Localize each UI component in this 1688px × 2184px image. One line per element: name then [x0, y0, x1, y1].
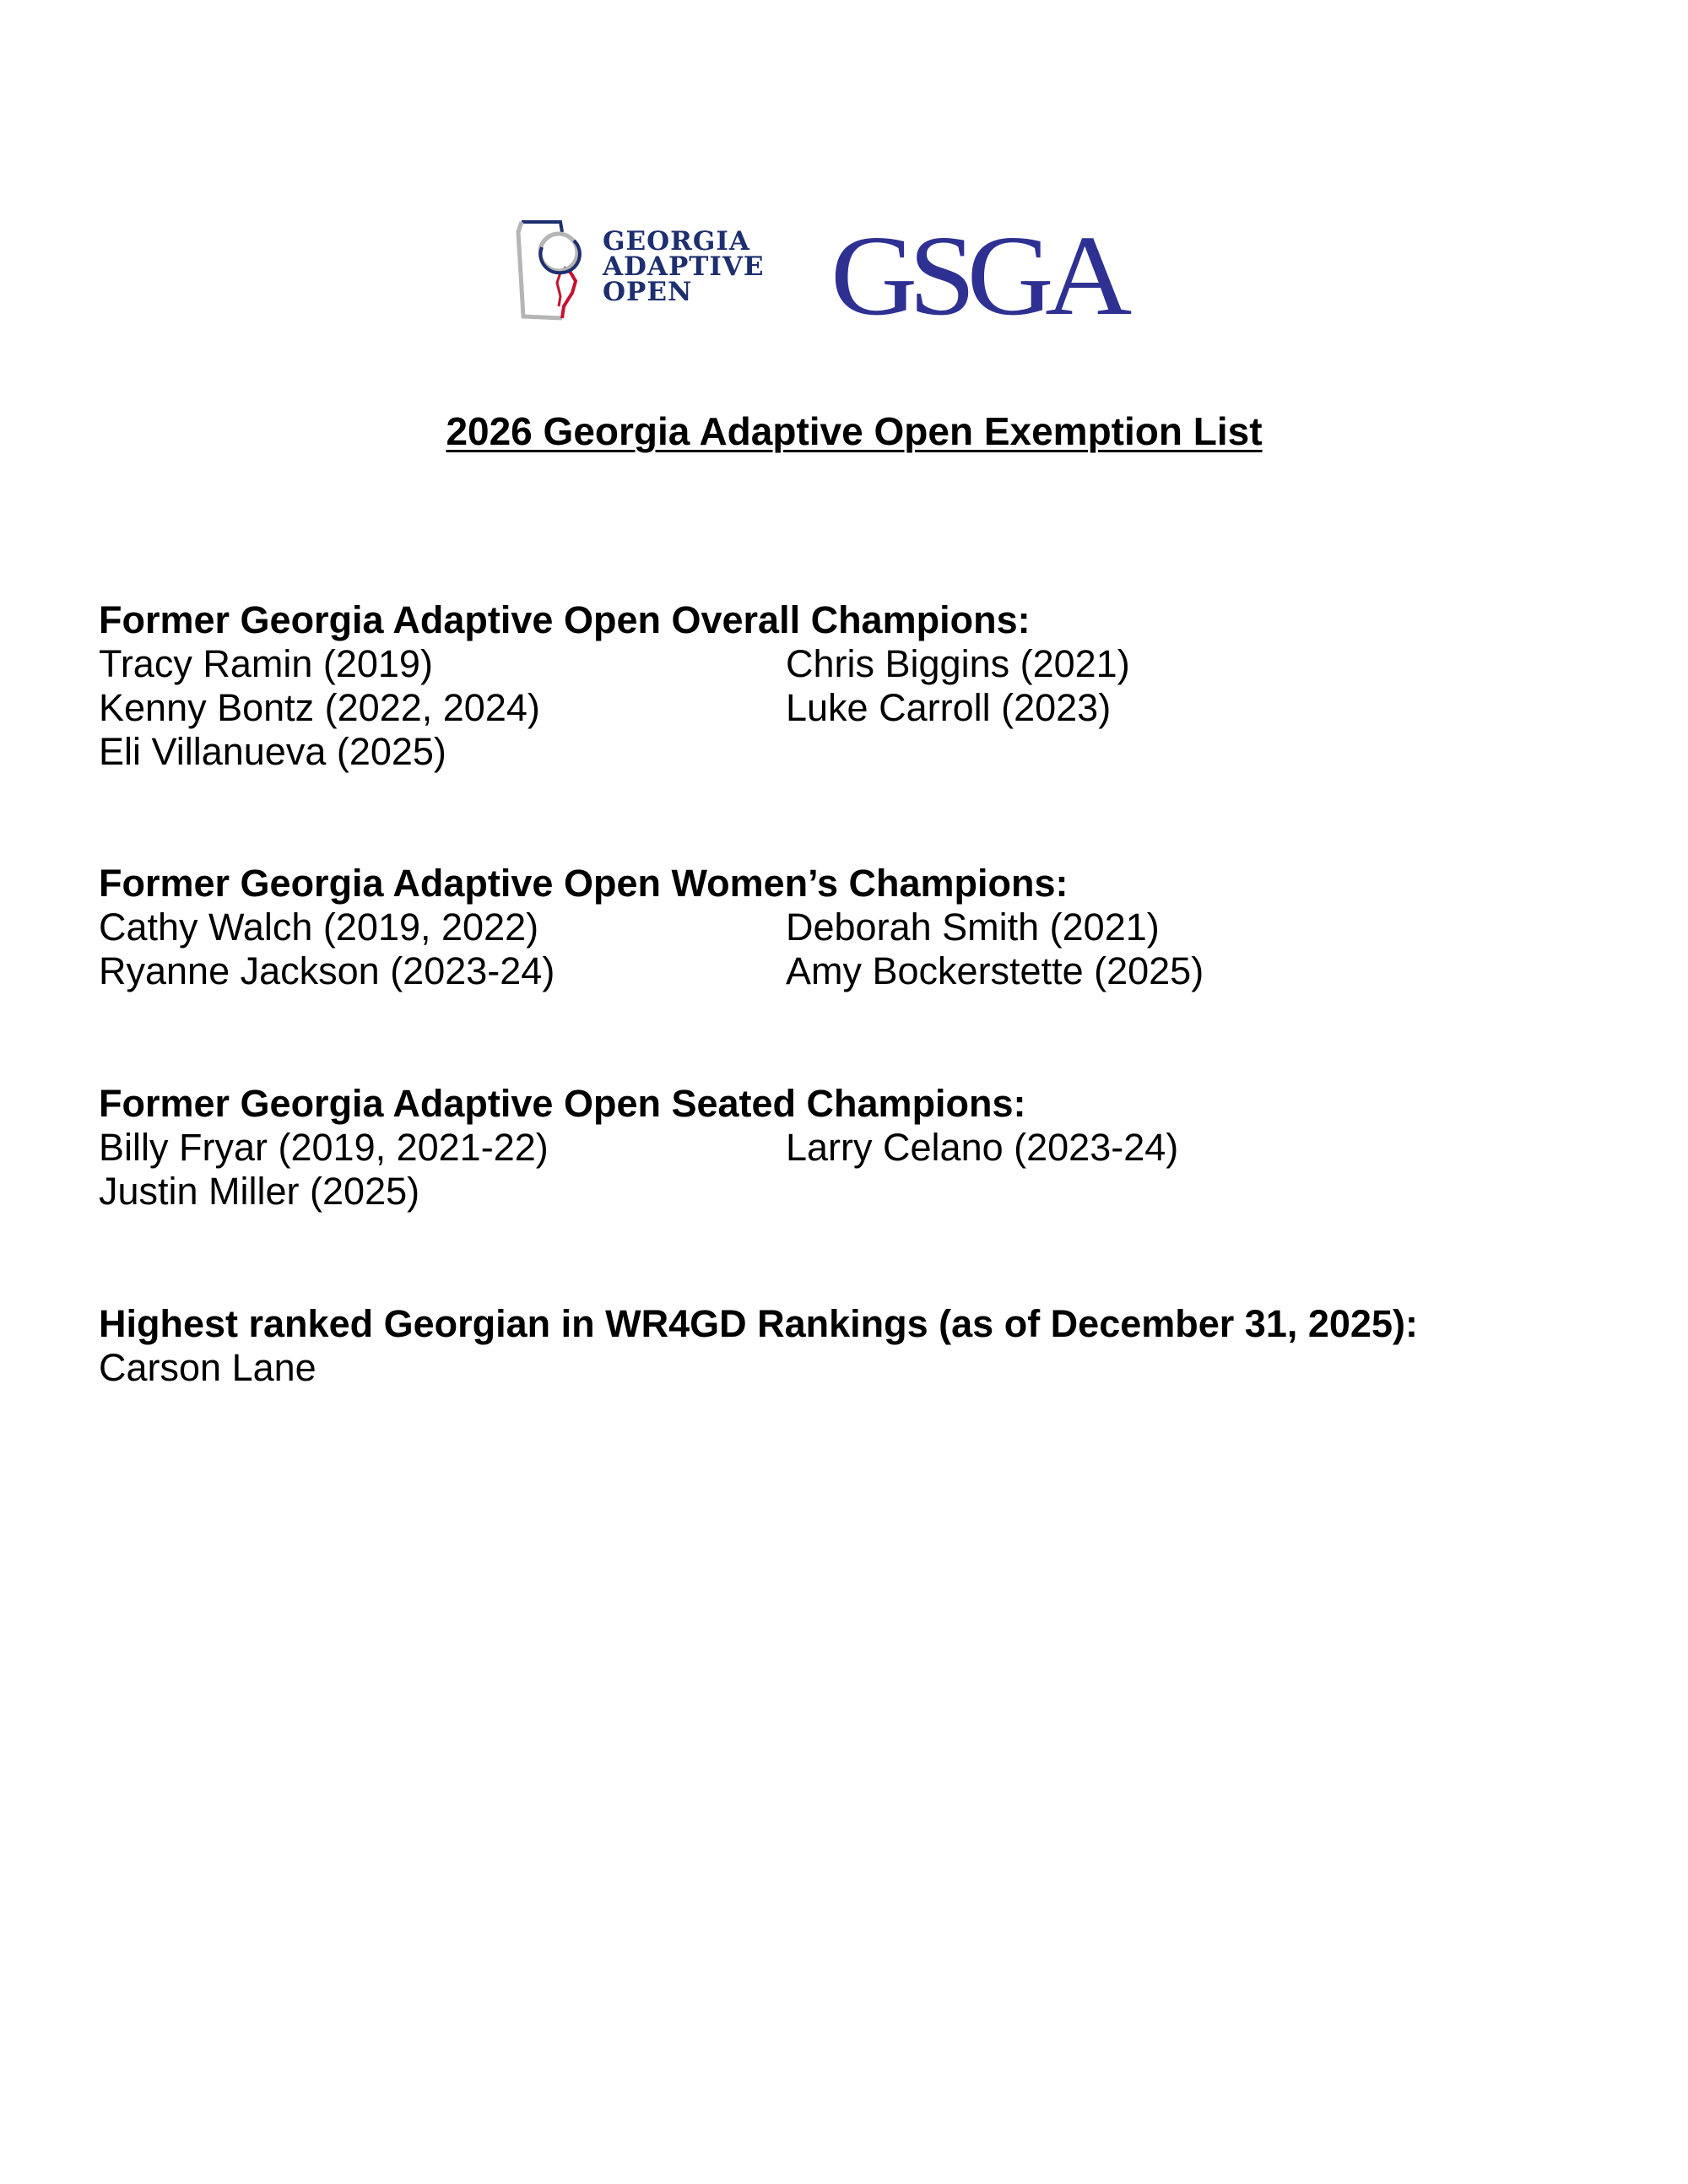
- gao-wordmark: [603, 226, 765, 307]
- section-wr4gd-ranking: [99, 1302, 1669, 1390]
- list-item: Amy Bockerstette (2025): [786, 949, 1204, 992]
- list-item: Eli Villanueva (2025): [99, 730, 446, 773]
- georgia-state-outline-icon: [511, 215, 604, 325]
- list-item: Justin Miller (2025): [99, 1170, 420, 1213]
- section-heading: Former Georgia Adaptive Open Overall Champions:: [99, 598, 1031, 641]
- georgia-adaptive-open-logo: [511, 215, 790, 325]
- list-item: Kenny Bontz (2022, 2024): [99, 686, 540, 729]
- gsga-logo: GSGA: [830, 213, 1123, 339]
- list-item: Ryanne Jackson (2023-24): [99, 949, 555, 992]
- section-womens-champions: [99, 862, 1669, 993]
- section-heading: Former Georgia Adaptive Open Seated Champions:: [99, 1082, 1026, 1125]
- page-title-text: 2026 Georgia Adaptive Open Exemption List: [446, 409, 1263, 453]
- list-item: Tracy Ramin (2019): [99, 642, 433, 685]
- page-title: [0, 408, 1688, 454]
- section-overall-champions: [99, 598, 1669, 774]
- list-item: Deborah Smith (2021): [786, 905, 1160, 949]
- logo-line: GEORGIA: [603, 226, 750, 257]
- list-item: Cathy Walch (2019, 2022): [99, 905, 539, 949]
- logo-line: OPEN: [603, 277, 693, 307]
- logo-line: ADAPTIVE: [603, 251, 765, 282]
- section-heading: Highest ranked Georgian in WR4GD Rankings (as of December 31, 2025):: [99, 1302, 1418, 1345]
- section-seated-champions: [99, 1082, 1669, 1214]
- list-item: Larry Celano (2023-24): [786, 1126, 1179, 1169]
- list-item: Carson Lane: [99, 1346, 316, 1389]
- list-item: Luke Carroll (2023): [786, 686, 1112, 729]
- section-heading: Former Georgia Adaptive Open Women’s Champions:: [99, 862, 1069, 905]
- list-item: Billy Fryar (2019, 2021-22): [99, 1126, 549, 1169]
- list-item: Chris Biggins (2021): [786, 642, 1130, 685]
